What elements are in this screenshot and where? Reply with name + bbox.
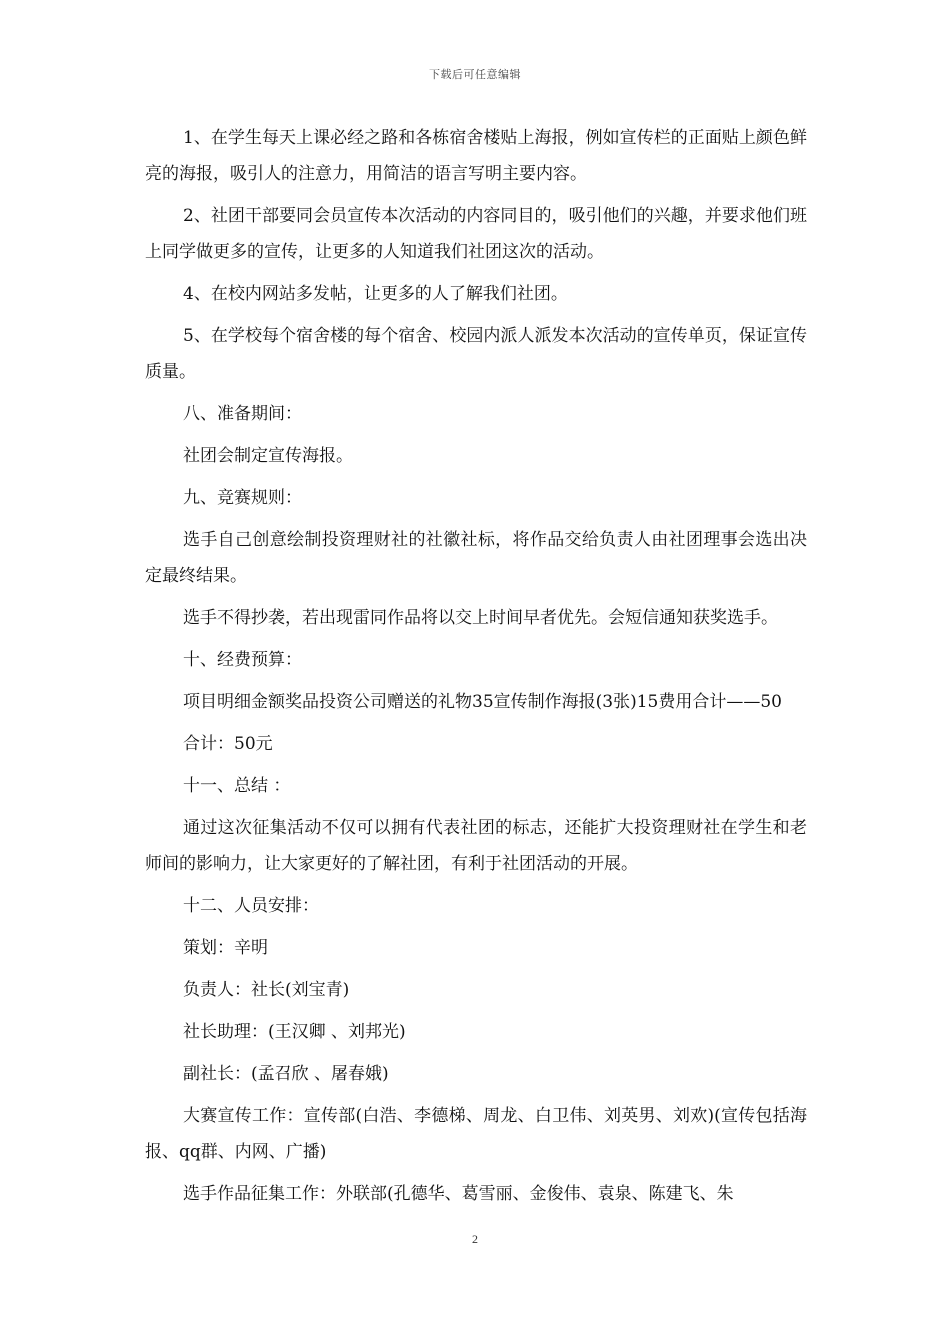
paragraph-staff-publicity: 大赛宣传工作：宣传部(白浩、李德梯、周龙、白卫伟、刘英男、刘欢)(宣传包括海报、qq群、内网、广播) bbox=[145, 1106, 807, 1162]
paragraph-preparation: 社团会制定宣传海报。 bbox=[183, 446, 353, 466]
paragraph-item-1: 1、在学生每天上课必经之路和各栋宿舍楼贴上海报，例如宣传栏的正面贴上颜色鲜亮的海报，吸引人的注意力，用简洁的语言写明主要内容。 bbox=[145, 128, 807, 184]
paragraph-staff-planner: 策划：辛明 bbox=[183, 938, 268, 958]
paragraph-staff-assistant: 社长助理：(王汉卿 、刘邦光) bbox=[183, 1022, 406, 1042]
document-body bbox=[145, 120, 807, 1218]
section-heading-rules: 九、竞赛规则： bbox=[183, 488, 302, 508]
paragraph-staff-collection: 选手作品征集工作：外联部(孔德华、葛雪丽、金俊伟、袁泉、陈建飞、朱 bbox=[183, 1184, 734, 1204]
page-number: 2 bbox=[472, 1232, 478, 1246]
paragraph-item-5: 5、在学校每个宿舍楼的每个宿舍、校园内派人派发本次活动的宣传单页，保证宣传质量。 bbox=[145, 326, 807, 382]
section-heading-preparation: 八、准备期间： bbox=[183, 404, 302, 424]
paragraph-rules-2: 选手不得抄袭，若出现雷同作品将以交上时间早者优先。会短信通知获奖选手。 bbox=[183, 608, 778, 628]
paragraph-rules-1: 选手自己创意绘制投资理财社的社徽社标，将作品交给负责人由社团理事会选出决定最终结果。 bbox=[145, 530, 807, 586]
page-header: 下载后可任意编辑 bbox=[429, 68, 521, 81]
section-heading-staff: 十二、人员安排： bbox=[183, 896, 319, 916]
paragraph-staff-leader: 负责人：社长(刘宝青) bbox=[183, 980, 350, 1000]
paragraph-summary: 通过这次征集活动不仅可以拥有代表社团的标志，还能扩大投资理财社在学生和老师间的影响力，让大家更好的了解社团，有利于社团活动的开展。 bbox=[145, 818, 807, 874]
paragraph-item-2: 2、社团干部要同会员宣传本次活动的内容同目的，吸引他们的兴趣，并要求他们班上同学做更多的宣传，让更多的人知道我们社团这次的活动。 bbox=[145, 206, 807, 262]
paragraph-budget-detail: 项目明细金额奖品投资公司赠送的礼物35宣传制作海报(3张)15费用合计——50 bbox=[183, 692, 782, 712]
paragraph-budget-total: 合计：50元 bbox=[183, 734, 273, 754]
paragraph-item-4: 4、在校内网站多发帖，让更多的人了解我们社团。 bbox=[183, 284, 568, 304]
section-heading-budget: 十、经费预算： bbox=[183, 650, 302, 670]
section-heading-summary: 十一、总结 ： bbox=[183, 776, 291, 796]
paragraph-staff-vice: 副社长：(孟召欣 、屠春娥) bbox=[183, 1064, 389, 1084]
